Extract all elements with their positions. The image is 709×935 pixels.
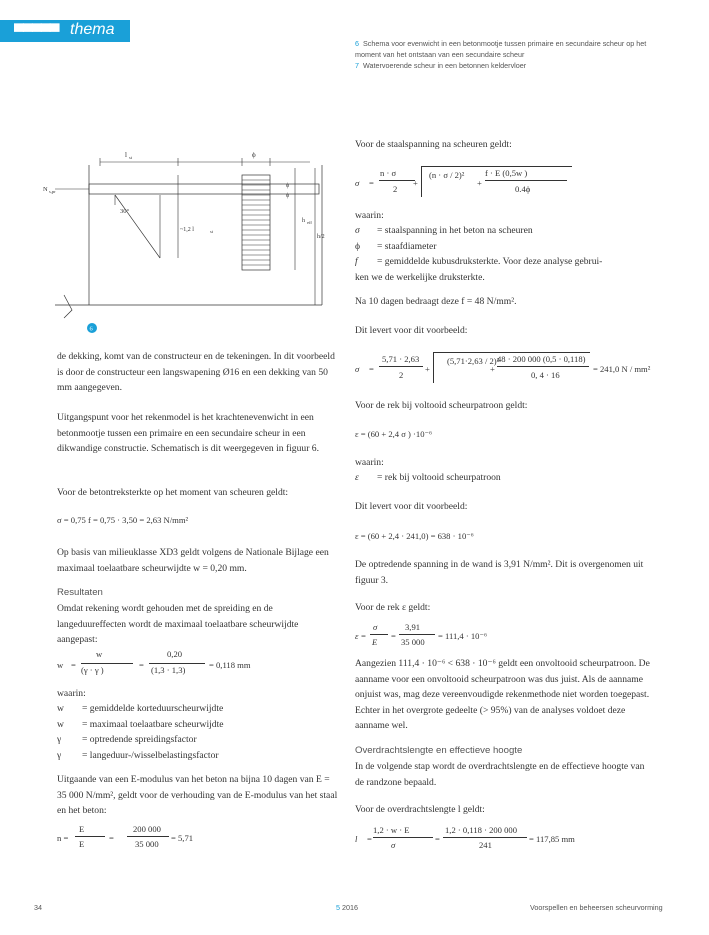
caption-6 <box>355 38 655 60</box>
left-column <box>57 349 340 396</box>
definition-row: γ = langeduur-/wisselbelastingsfactor <box>57 749 219 761</box>
dim-phi: ϕ <box>252 151 256 159</box>
issue-number: 5 <box>336 903 340 912</box>
waarin-label: waarin: <box>355 210 384 221</box>
label-nst: N <box>43 186 48 193</box>
paragraph-block <box>57 601 340 648</box>
equation-rek-numeric: ε = (60 + 2,4 · 241,0) = 638 · 10⁻⁶ <box>355 531 474 541</box>
definition-row: w = maximaal toelaatbare scheurwijdte <box>57 718 224 730</box>
figure-6-diagram <box>30 140 340 335</box>
waarin-label: waarin: <box>355 457 384 468</box>
magazine-logo: ▀▀▀▀▀ <box>14 23 59 39</box>
definition-row: γ = optredende spreidingsfactor <box>57 734 197 745</box>
paragraph: In de volgende stap wordt de overdrachtslengte en de effectieve hoogte van de randzone bepaald. <box>355 761 645 788</box>
equation-sigma-sc-numeric: σ = 5,71 · 2,63 2 + (5,71·2,63 / 2)² + 48 · 200 000 (0,5 · 0,118) 0, 4 · 16 = 241,0 N / mm² <box>355 352 655 386</box>
equation-sigma-ct: σ = 0,75 f = 0,75 · 3,50 = 2,63 N/mm² <box>57 515 189 525</box>
eq-result-lst: = 117,85 mm <box>529 834 575 844</box>
issue-info <box>336 903 358 912</box>
eq2-denominator-1: (γ · γ ) <box>81 665 104 675</box>
equation-eps: ε = σ E = 3,91 35 000 = 111,4 · 10⁻⁶ <box>355 622 487 647</box>
paragraph: Dit levert voor dit voorbeeld: <box>355 325 468 336</box>
definition-row: f = gemiddelde kubusdruksterkte. Voor deze analyse gebrui- <box>355 256 603 267</box>
eq2-numerator-1: w <box>96 649 103 659</box>
paragraph-block <box>355 137 655 153</box>
dim-lst-sub: st <box>129 155 133 160</box>
paragraph: Voor de rek ε geldt: <box>355 602 431 613</box>
eq2-numerator-2: 0,20 <box>167 649 183 659</box>
eq-result-eps: = 111,4 · 10⁻⁶ <box>438 631 487 641</box>
paragraph: Aangezien 111,4 · 10⁻⁶ < 638 · 10⁻⁶ geldt een onvoltooid scheurpatroon. De aanname voor een onvoltooid scheurpatroon was dus juist. Als de aanname onjuist was, mag deze vereenvoudigde rekenmethode niet worden toegepast. Echter in het overgrote gedeelte (> 95%) van de analyses voldoet deze aanname wel. <box>355 658 650 731</box>
caption-text: Watervoerende scheur in een betonnen keldervloer <box>363 61 527 70</box>
paragraph-block <box>57 410 340 457</box>
paragraph: Voor de overdrachtslengte l geldt: <box>355 804 485 815</box>
paragraph: Voor de rek bij voltooid scheurpatroon geldt: <box>355 400 528 411</box>
label-h2: h/2 <box>317 234 325 240</box>
paragraph: Uitgaande van een E-modulus van het beton na bijna 10 dagen van E = 35 000 N/mm², geldt voor de verhouding van de E-modulus van het staal en het beton: <box>57 774 338 816</box>
paragraph-block <box>57 545 340 576</box>
definition-continuation: ken we de werkelijke druksterkte. <box>355 271 485 283</box>
paragraph-block <box>57 772 340 819</box>
label-phi2: ϕ <box>286 193 290 199</box>
label-half-lst-sub: st <box>210 229 214 234</box>
section-heading-resultaten: Resultaten <box>57 587 103 598</box>
label-nst-sub: s,pr <box>49 189 56 194</box>
section-label: thema <box>70 21 115 38</box>
definition-row: ϕ = staafdiameter <box>355 240 437 252</box>
label-heff-sub: eff <box>307 220 312 225</box>
page-number: 34 <box>34 903 42 912</box>
label-heff: h <box>302 218 305 224</box>
caption-text: Schema voor evenwicht in een betonmootje tussen primaire en secundaire scheur op het moment van het ontstaan van een secundaire scheur <box>355 39 647 59</box>
paragraph: Na 10 dagen bedraagt deze f = 48 N/mm². <box>355 296 517 307</box>
equation-wmax: w = w (γ · γ ) = 0,20 (1,3 · 1,3) = 0,118 mm <box>57 649 251 675</box>
definition-row: w = gemiddelde korteduurscheurwijdte <box>57 703 224 714</box>
caption-7 <box>355 60 655 71</box>
paragraph: De optredende spanning in de wand is 3,91 N/mm². Dit is overgenomen uit figuur 3. <box>355 559 644 586</box>
paragraph: de dekking, komt van de constructeur en de tekeningen. In dit voorbeeld is door de constructeur een langswapening Ø16 en een dekking van 50 mm aangegeven. <box>57 351 335 393</box>
paragraph: Op basis van milieuklasse XD3 geldt volgens de Nationale Bijlage een maximaal toelaatbare scheurwijdte w = 0,20 mm. <box>57 547 329 574</box>
definitions-list <box>57 701 340 763</box>
dim-lst: l <box>125 151 127 159</box>
footer-title: Voorspellen en beheersen scheurvorming <box>530 903 663 912</box>
definition-rek: ε = rek bij voltooid scheurpatroon <box>355 472 501 483</box>
caption-number: 7 <box>355 61 359 70</box>
equation-sigma-sc: σ = n · σ 2 + (n · σ / 2)² + f · E (0,5w ) 0.4ϕ <box>355 166 655 202</box>
definitions-list <box>355 223 655 285</box>
equation-lst: l = 1,2 · w · E σ = 1,2 · 0,118 · 200 000 241 = 117,85 mm <box>355 825 575 850</box>
paragraph-block <box>57 485 340 501</box>
equation-n: n = E E = 200 000 35 000 = 5,71 <box>57 824 194 849</box>
waarin-label: waarin: <box>57 688 86 699</box>
paragraph: Omdat rekening wordt gehouden met de spreiding en de langeduureffecten wordt de maximaal toelaatbare scheurwijdte aangepast: <box>57 603 299 645</box>
figure-captions <box>355 38 655 71</box>
section-heading-overdracht: Overdrachtslengte en effectieve hoogte <box>355 745 523 756</box>
paragraph: Voor de staalspanning na scheuren geldt: <box>355 139 512 150</box>
definition-row: σ = staalspanning in het beton na scheuren <box>355 225 533 236</box>
paragraph: Dit levert voor dit voorbeeld: <box>355 501 468 512</box>
equation-rek: ε = (60 + 2,4 σ ) ·10⁻⁶ <box>355 429 433 439</box>
caption-number: 6 <box>355 39 359 48</box>
figure-badge-number: 6 <box>89 325 93 333</box>
magazine-brand-bar <box>0 20 130 42</box>
label-phi1: ϕ <box>286 183 290 189</box>
eq2-denominator-2: (1,3 · 1,3) <box>151 665 186 675</box>
paragraph: Uitgangspunt voor het rekenmodel is het krachtenevenwicht in een betonmootje tussen een primaire en een secundaire scheur in een dikwandige constructie. Schematisch is dit weergegeven in figuur 6. <box>57 412 319 454</box>
paragraph: Voor de betontreksterkte op het moment van scheuren geldt: <box>57 487 289 498</box>
eq-result-sigma: = 241,0 N / mm² <box>593 364 651 374</box>
issue-year: 2016 <box>342 903 358 912</box>
label-half-lst: ~1,2 l <box>180 227 194 233</box>
label-angle: 30° <box>120 208 130 215</box>
